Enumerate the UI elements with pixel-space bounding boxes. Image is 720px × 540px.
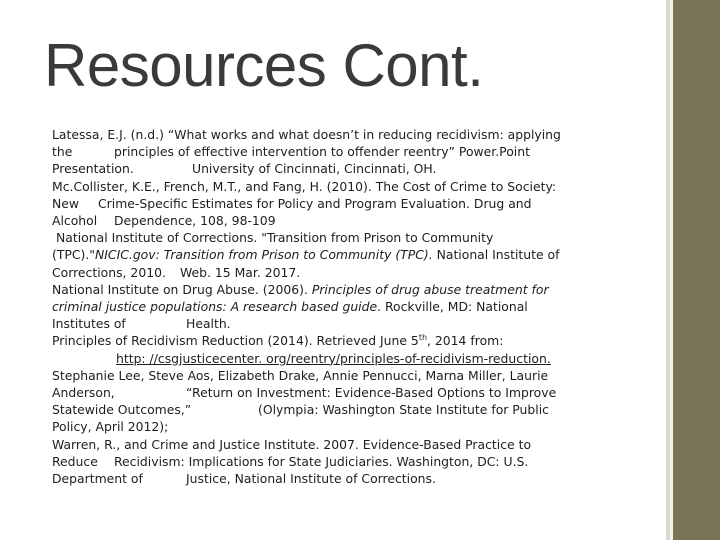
reference-latessa (52, 126, 642, 178)
references-list (52, 126, 642, 487)
ref-line: University of Cincinnati, Cincinnati, OH. (192, 161, 437, 177)
ref-line: Stephanie Lee, Steve Aos, Elizabeth Drake, Annie Pennucci, Marna Miller, Laurie (52, 367, 549, 383)
ref-lead: Alcohol (52, 213, 98, 229)
side-band-dark (673, 0, 720, 540)
ref-lead: Reduce (52, 453, 98, 469)
ref-lead: Department of (52, 471, 143, 487)
ref-line: Mc.Collister, K.E., French, M.T., and Fang, H. (2010). The Cost of Crime to Society: (52, 178, 557, 194)
ref-line: Health. (186, 316, 231, 332)
reference-warren (52, 436, 642, 488)
slide-title: Resources Cont. (44, 32, 484, 99)
ref-line: (Olympia: Washington State Institute for Public (258, 402, 549, 418)
ref-lead: Presentation. (52, 161, 134, 177)
ref-line: “Return on Investment: Evidence-Based Options to Improve (186, 385, 557, 401)
ref-lead: Corrections, 2010. (52, 264, 166, 280)
ref-lead: Statewide Outcomes,” (52, 402, 192, 418)
ref-line: Latessa, E.J. (n.d.) “What works and what doesn’t in reducing recidivism: applying (52, 127, 561, 142)
ref-line: , 2014 from: (427, 333, 504, 349)
ref-lead: (TPC)." (52, 247, 95, 263)
ref-line: Web. 15 Mar. 2017. (180, 264, 301, 280)
ref-line: National Institute on Drug Abuse. (2006). (52, 281, 312, 297)
ref-line: National Institute of Corrections. "Transition from Prison to Community (56, 230, 494, 246)
reference-nida (52, 281, 642, 333)
ref-italic: Principles of drug abuse treatment for (311, 281, 549, 297)
ref-line: Policy, April 2012); (52, 419, 169, 435)
ref-italic: NICIC.gov: Transition from Prison to Community (TPC). (95, 247, 433, 263)
ref-line: . Rockville, MD: National (377, 299, 528, 315)
ref-sup: th (418, 333, 428, 343)
ref-line: Recidivism: Implications for State Judiciaries. Washington, DC: U.S. (114, 453, 529, 469)
ref-italic: criminal justice populations: A research based guide (52, 299, 378, 315)
csg-url-link[interactable]: http: //csgjusticecenter. org/reentry/principles-of-recidivism-reduction. (116, 350, 551, 366)
ref-line: Crime-Specific Estimates for Policy and Program Evaluation. Drug and (98, 195, 532, 211)
ref-line: Warren, R., and Crime and Justice Institute. 2007. Evidence-Based Practice to (52, 436, 532, 452)
ref-line: Dependence, 108, 98-109 (114, 213, 276, 229)
reference-lee (52, 367, 642, 436)
ref-line: principles of effective intervention to offender reentry” Power.Point (114, 144, 530, 160)
ref-lead: New (52, 195, 80, 211)
ref-line: Principles of Recidivism Reduction (2014). Retrieved June 5 (52, 333, 419, 349)
ref-lead: Institutes of (52, 316, 126, 332)
reference-csg (52, 332, 642, 366)
reference-nic (52, 229, 642, 281)
ref-lead: the (52, 144, 73, 160)
ref-lead: Anderson, (52, 385, 115, 401)
ref-line: National Institute of (432, 247, 560, 263)
ref-line: Justice, National Institute of Corrections. (186, 471, 436, 487)
reference-mccollister (52, 178, 642, 230)
